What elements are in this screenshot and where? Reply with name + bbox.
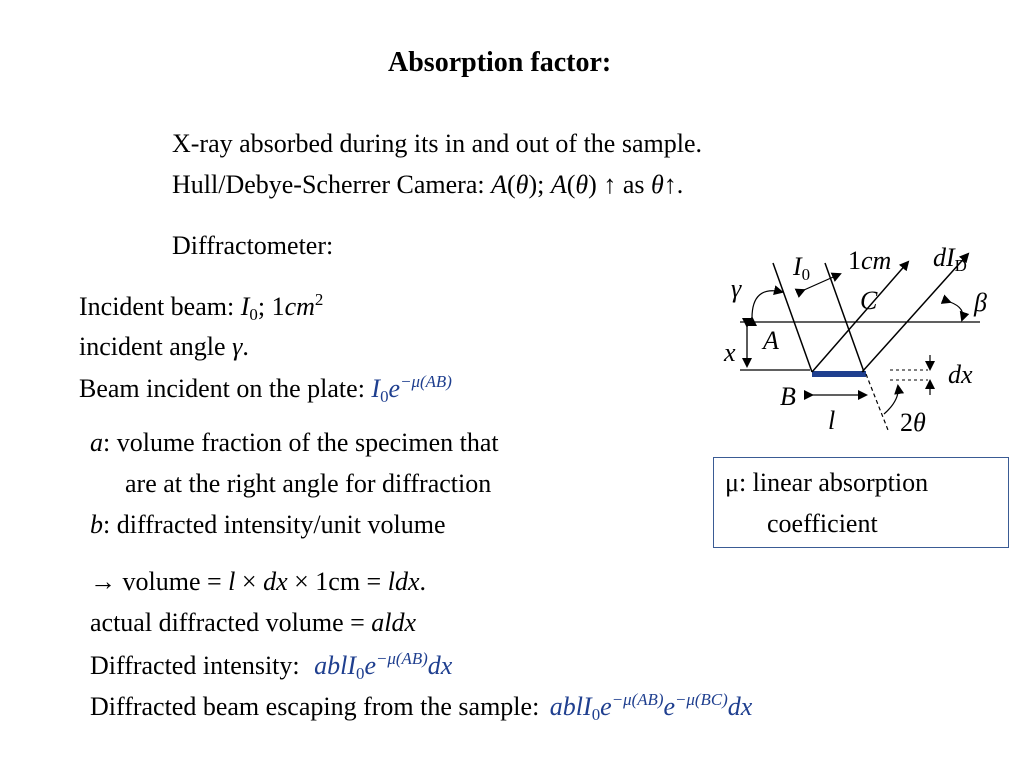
- diagram-l-label: [828, 406, 835, 436]
- actual-volume-label: actual diffracted volume =: [90, 608, 372, 637]
- diffracted-beam-1: [812, 262, 908, 372]
- two-theta-arc: [884, 386, 898, 414]
- incident-beam-label: Incident beam:: [79, 292, 241, 322]
- beta-symbol: β: [974, 288, 987, 317]
- diagram-1cm-label: [848, 246, 891, 276]
- subscript-zero: 0: [249, 305, 258, 325]
- a-symbol: a: [90, 428, 103, 457]
- diagram-dx-label: [948, 360, 973, 390]
- theta-symbol: θ: [575, 170, 589, 199]
- gamma-symbol: γ: [232, 332, 243, 361]
- exponent-ab: −μ(AB): [376, 649, 428, 668]
- gamma-symbol: γ: [731, 274, 742, 303]
- diagram-i0-label: [793, 252, 810, 285]
- point-a: A: [763, 326, 779, 355]
- up-arrow-icon: ↑: [603, 170, 617, 199]
- dx-symbol: dx: [427, 651, 453, 681]
- dx-symbol: dx: [727, 692, 753, 722]
- note-text-1: : linear absorption: [738, 468, 929, 497]
- plate-incidence-label: Beam incident on the plate:: [79, 374, 372, 404]
- diagram-b-label: [780, 382, 796, 412]
- subscript-d: D: [954, 256, 967, 276]
- intro-line-1: X-ray absorbed during its in and out of the sample.: [172, 129, 702, 158]
- page-title: Absorption factor:: [388, 47, 612, 78]
- camera-label: Hull/Debye-Scherrer Camera:: [172, 170, 492, 199]
- diagram-a-label: [763, 326, 779, 356]
- subscript-zero: 0: [380, 387, 389, 407]
- mu-symbol: μ: [725, 468, 739, 497]
- subscript-zero: 0: [801, 265, 811, 285]
- period: .: [242, 332, 249, 361]
- escaping-beam-label: Diffracted beam escaping from the sample:: [90, 692, 546, 722]
- exponent-ab: −μ(AB): [611, 690, 664, 709]
- exp-base: e: [364, 651, 377, 681]
- gamma-arc: [752, 291, 782, 318]
- incident-beam-2: [825, 263, 864, 372]
- times-sign: ×: [235, 567, 264, 596]
- b-symbol: b: [90, 510, 103, 539]
- cm-unit: cm: [284, 292, 315, 322]
- diffracted-intensity-label: Diffracted intensity:: [90, 651, 307, 681]
- exp-base: e: [388, 374, 401, 404]
- diagram-did-label: [933, 243, 967, 276]
- theta-symbol: θ: [651, 170, 664, 199]
- two-label: 2: [900, 408, 913, 437]
- diagram-c-label: [860, 286, 877, 316]
- point-b: B: [780, 382, 796, 411]
- volume-label: volume =: [116, 567, 229, 596]
- times-sign: ×: [287, 567, 316, 596]
- definition-b-text: : diffracted intensity/unit volume: [103, 510, 446, 539]
- ldx-symbol: ldx: [387, 567, 420, 596]
- diagram-2theta-label: [900, 408, 926, 438]
- aldx-symbol: aldx: [371, 608, 417, 637]
- incident-angle-label: incident angle: [79, 332, 233, 361]
- period: .: [676, 170, 684, 199]
- subscript-zero: 0: [356, 664, 365, 684]
- superscript-two: 2: [314, 290, 324, 309]
- dx-symbol: dx: [263, 567, 288, 596]
- diffractometer-label: Diffractometer:: [172, 231, 334, 260]
- exp-base: e: [600, 692, 612, 722]
- diagram-beta-label: [974, 288, 987, 318]
- x-symbol: x: [724, 338, 736, 367]
- l-symbol: l: [828, 406, 836, 435]
- one-label: 1: [848, 246, 861, 275]
- exp-base: e: [663, 692, 675, 722]
- subscript-zero: 0: [591, 705, 601, 725]
- exponent-bc: −μ(BC): [675, 690, 728, 709]
- intensity-symbol: I: [793, 252, 802, 281]
- diagram-gamma-label: [731, 274, 741, 304]
- l-symbol: l: [228, 567, 236, 596]
- one-label: ; 1: [257, 292, 285, 322]
- theta-symbol: θ: [913, 408, 926, 437]
- theta-symbol: θ: [515, 170, 529, 199]
- cm-unit: cm: [861, 246, 892, 275]
- diagram-x-label: [724, 338, 736, 368]
- period: .: [419, 567, 426, 596]
- a-symbol: A: [550, 170, 567, 199]
- intro-line-2: Hull/Debye-Scherrer Camera: A(θ); A(θ) ↑ as θ↑.: [172, 170, 684, 199]
- beta-arc: [950, 302, 963, 320]
- intensity-symbol: I: [371, 374, 381, 404]
- dx-symbol: dx: [948, 360, 973, 389]
- up-arrow-icon: ↑: [663, 170, 677, 199]
- di-symbol: dI: [933, 243, 955, 272]
- a-symbol: A: [491, 170, 507, 199]
- right-arrow-icon: →: [90, 567, 116, 596]
- note-line-2: coefficient: [767, 509, 878, 538]
- point-c: C: [860, 286, 878, 315]
- cm-equals: 1cm =: [315, 567, 388, 596]
- exponent-ab: −μ(AB): [400, 372, 452, 391]
- beam-extension: [866, 374, 888, 430]
- intensity-symbol: I: [240, 292, 250, 322]
- definition-a-text: : volume fraction of the specimen that: [103, 428, 499, 457]
- as-word: as: [616, 170, 652, 199]
- definition-a-line-2: are at the right angle for diffraction: [125, 469, 492, 498]
- abl-symbol: ablI: [314, 651, 357, 681]
- abl-symbol: ablI: [549, 692, 592, 722]
